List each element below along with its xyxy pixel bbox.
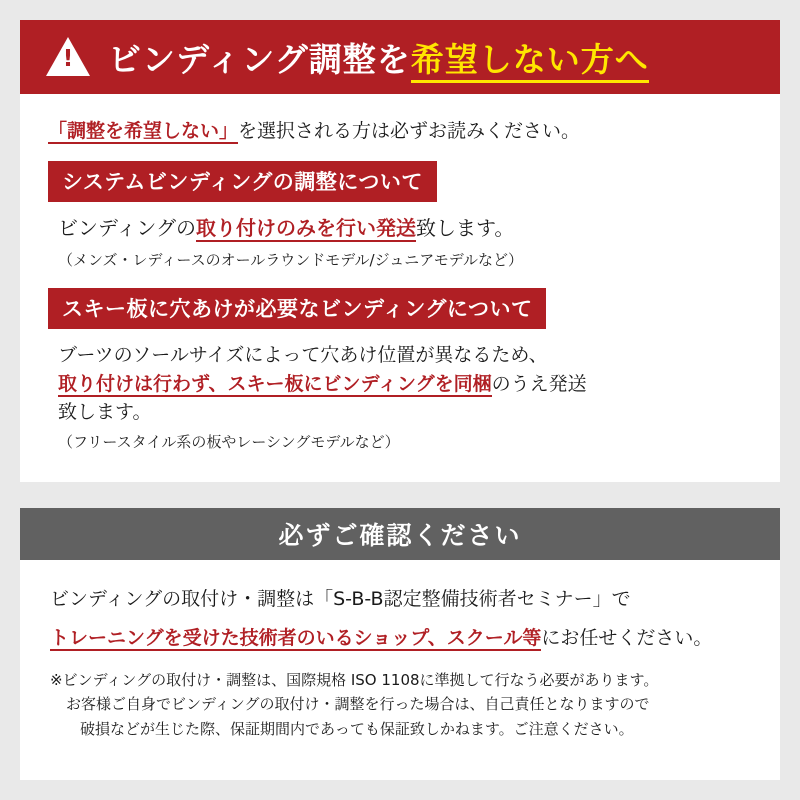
fine-print-line-2: お客様ご自身でビンディングの取付け・調整を行った場合は、自己責任となりますので (66, 695, 650, 714)
confirmation-line-1: ビンディングの取付け・調整は「S-B-B認定整備技術者セミナー」で (50, 588, 631, 610)
confirmation-line-2-emphasis: トレーニングを受けた技術者のいるショップ、スクール等 (50, 627, 542, 649)
lead-rest: を選択される方は必ずお読みください。 (238, 120, 581, 142)
section-body-emphasis: 取り付けのみを行い発送 (196, 216, 416, 240)
section-system-binding (48, 161, 752, 270)
fine-print-line-3: 破損などが生じた際、保証期間内であっても保証致しかねます。ご注意ください。 (80, 719, 634, 738)
fine-print-line-1: ※ビンディングの取付け・調整は、国際規格 ISO 1108に準拠して行なう必要があります。 (50, 671, 659, 689)
section-body-prefix: ビンディングの (58, 216, 196, 240)
confirmation-line-2 (50, 623, 750, 650)
section-note: （フリースタイル系の板やレーシングモデルなど） (58, 432, 400, 451)
section-heading: スキー板に穴あけが必要なビンディングについて (48, 288, 546, 329)
confirmation-line-2-suffix: にお任せください。 (541, 627, 713, 649)
binding-adjustment-panel (20, 20, 780, 482)
section-body (58, 341, 752, 427)
section-drilling-binding (48, 288, 752, 452)
section-body-emphasis: 取り付けは行わず、スキー板にビンディングを同梱 (58, 372, 492, 395)
warning-triangle-icon: ! (46, 37, 90, 77)
section-body-suffix: 致します。 (416, 216, 515, 240)
section-heading: システムビンディングの調整について (48, 161, 437, 202)
section-body-line2 (58, 370, 752, 399)
section-body-line1: ブーツのソールサイズによって穴あけ位置が異なるため、 (58, 344, 548, 366)
section-note: （メンズ・レディースのオールラウンドモデル/ジュニアモデルなど） (58, 251, 523, 269)
hero-title (108, 34, 649, 81)
confirmation-panel (20, 508, 780, 780)
section-body-line3: 致します。 (58, 401, 152, 423)
hero-title-normal: ビンディング調整を (108, 39, 411, 79)
lead-text (48, 116, 752, 143)
section-body (58, 214, 752, 243)
section-body-line2-suffix: のうえ発送 (491, 372, 587, 395)
confirmation-body (20, 560, 780, 741)
confirmation-heading: 必ずご確認ください (20, 508, 780, 560)
fine-print (50, 668, 750, 741)
hero-banner (20, 20, 780, 94)
panel-one-body (20, 94, 780, 452)
lead-emphasis: 「調整を希望しない」 (48, 120, 239, 142)
hero-title-highlight: 希望しない方へ (411, 40, 649, 83)
